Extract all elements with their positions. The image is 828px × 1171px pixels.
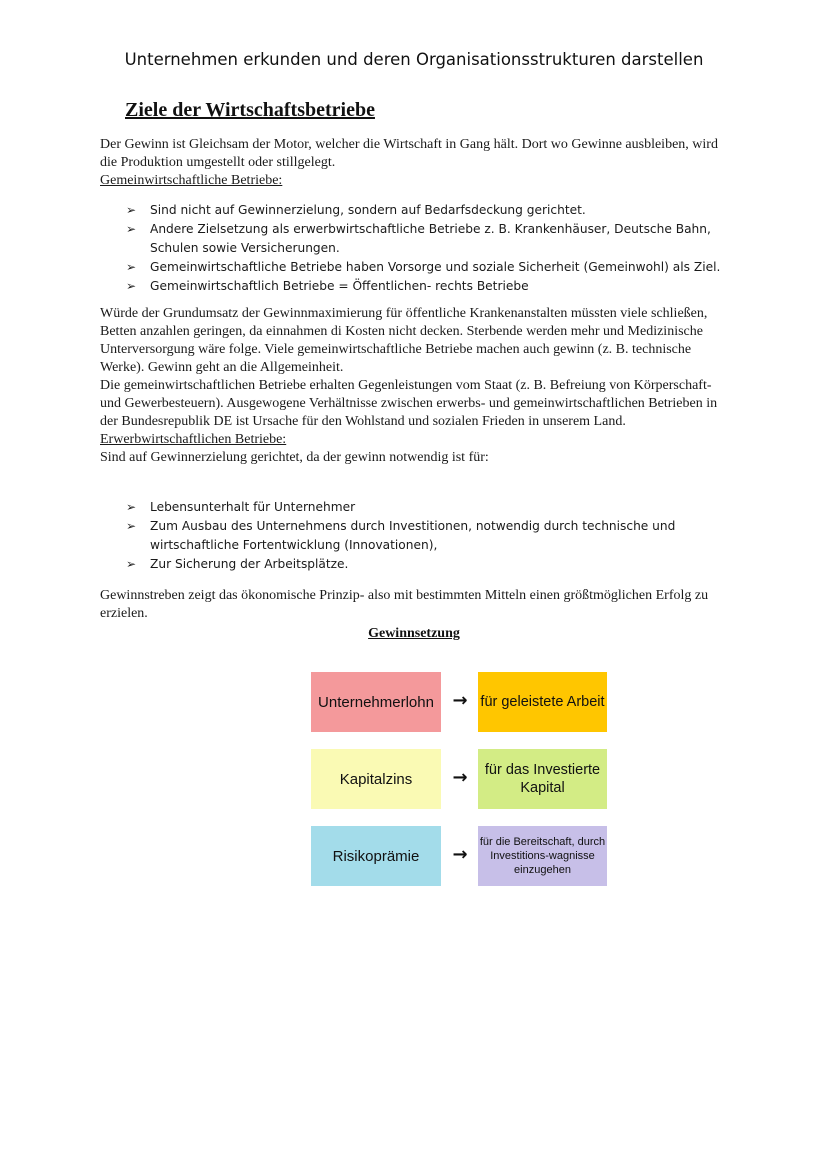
page-header: Unternehmen erkunden und deren Organisationsstrukturen darstellen [124,50,704,69]
gemein-bullet-list [126,201,726,296]
arrow-bullet-icon: ➢ [126,557,137,571]
list-item: ➢ Gemeinwirtschaftliche Betriebe haben Vorsorge und soziale Sicherheit (Gemeinwohl) als Ziel. [126,258,726,277]
section-title: Ziele der Wirtschaftsbetriebe [125,99,375,121]
diagram-box-investiertes-kapital: für das Investierte Kapital [478,749,607,809]
diagram-box-kapitalzins: Kapitalzins [311,749,441,809]
gemein-paragraph-2: Die gemeinwirtschaftlichen Betriebe erhalten Gegenleistungen vom Staat (z. B. Befreiung von Körperschaft- und Gewerbesteuern). Ausgewogene Verhältnisse zwischen erwerbs- und gemeinwirtschaftlichen Betrieben in der Bundesrepublik DE ist Ursache für den Wohlstand und sozialen Frieden in unserem Land. [100,378,718,429]
arrow-bullet-icon: ➢ [126,519,137,533]
intro-block [100,136,730,190]
arrow-bullet-icon: ➢ [126,500,137,514]
gemein-heading: Gemeinwirtschaftliche Betriebe: [100,173,283,188]
gemein-paragraph-1: Würde der Grundumsatz der Gewinnmaximierung für öffentliche Krankenanstalten müssten viele schließen, Betten anzahlen geringen, da einnahmen di Kosten nicht decken. Sterbende werden mehr und Medizinische Unterversorgung wäre folge. Viele gemeinwirtschaftliche Betriebe machen auch gewinn (z. B. technische Werke). Gewinn geht an die Allgemeinheit. [100,306,708,375]
arrow-bullet-icon: ➢ [126,260,137,274]
list-item: ➢ Gemeinwirtschaftlich Betriebe = Öffentlichen- rechts Betriebe [126,277,726,296]
diagram-box-bereitschaft: für die Bereitschaft, durch Investitions-wagnisse einzugehen [478,826,607,886]
list-item: ➢ Lebensunterhalt für Unternehmer [126,498,726,517]
erwerb-intro: Sind auf Gewinnerzielung gerichtet, da der gewinn notwendig ist für: [100,450,489,465]
erwerb-bullet-list [126,498,726,574]
list-item: ➢ Zum Ausbau des Unternehmens durch Investitionen, notwendig durch technische und wirtschaftliche Fortentwicklung (Innovationen), [126,519,676,552]
arrow-right-icon: → [452,844,468,865]
diagram-box-geleistete-arbeit: für geleistete Arbeit [478,672,607,732]
diagram-title: Gewinnsetzung [368,626,460,641]
erwerb-closing: Gewinnstreben zeigt das ökonomische Prinzip- also mit bestimmten Mitteln einen größtmöglichen Erfolg zu erzielen. [100,588,709,621]
erwerb-closing-block [100,587,730,623]
arrow-bullet-icon: ➢ [126,203,137,217]
gemein-text-block [100,305,730,467]
arrow-bullet-icon: ➢ [126,222,137,236]
diagram-box-unternehmerlohn: Unternehmerlohn [311,672,441,732]
arrow-right-icon: → [452,767,468,788]
diagram-box-risikopraemie: Risikoprämie [311,826,441,886]
list-item: ➢ Andere Zielsetzung als erwerbwirtschaftliche Betriebe z. B. Krankenhäuser, Deutsche Bahn, Schulen sowie Versicherungen. [126,222,711,255]
arrow-right-icon: → [452,690,468,711]
list-item: ➢ Sind nicht auf Gewinnerzielung, sondern auf Bedarfsdeckung gerichtet. [126,201,726,220]
arrow-bullet-icon: ➢ [126,279,137,293]
list-item: ➢ Zur Sicherung der Arbeitsplätze. [126,555,726,574]
intro-paragraph: Der Gewinn ist Gleichsam der Motor, welcher die Wirtschaft in Gang hält. Dort wo Gewinne ausbleiben, wird die Produktion umgestellt oder stillgelegt. [100,137,718,170]
erwerb-heading: Erwerbwirtschaftlichen Betriebe: [100,432,287,447]
